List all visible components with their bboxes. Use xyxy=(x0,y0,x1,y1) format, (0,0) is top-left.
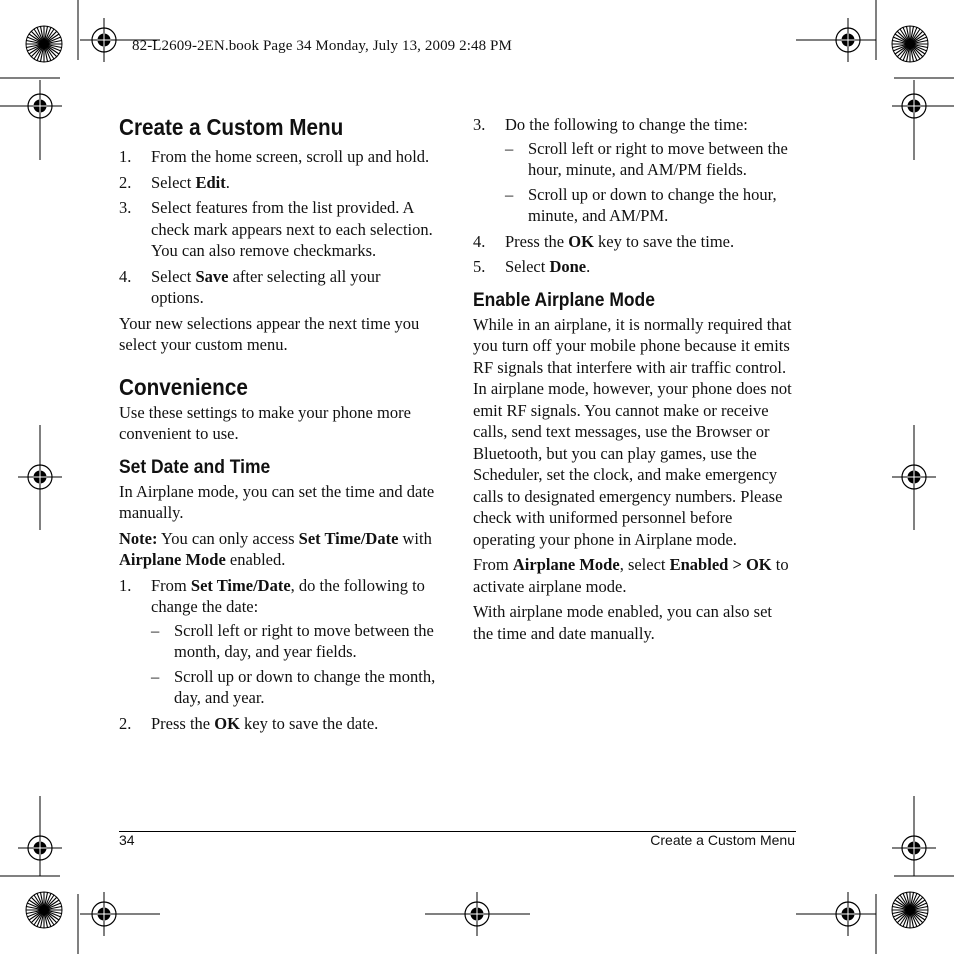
note-paragraph xyxy=(119,528,437,571)
right-column xyxy=(473,112,795,644)
activate-text-end: to activate airplane mode. xyxy=(473,555,789,596)
airplane-paragraph: While in an airplane, it is normally required that you turn off your mobile phone because it emits RF signals that interfere with air traffic control. In airplane mode, however, your phone does not emit RF signals. You cannot make or receive calls, send text messages, use the Browser or Bluetooth, but you can play games, use the Scheduler, set the clock, and make emergency calls to designated emergency numbers. Please check with uniformed personnel before operating your phone in Airplane mode. xyxy=(473,314,792,549)
list-item xyxy=(473,231,795,253)
step-text: Press the xyxy=(505,231,569,251)
heading-set-date-time: Set Date and Time xyxy=(119,456,271,478)
step-text: Select xyxy=(505,257,550,276)
substep-text: Scroll left or right to move between the month, day, and year fields. xyxy=(174,620,434,661)
list-item xyxy=(473,256,795,278)
step-text-end: , do the following to change the date: xyxy=(151,575,425,616)
date-steps xyxy=(119,575,437,735)
left-column xyxy=(119,112,437,734)
step-number: 1. xyxy=(119,575,132,595)
note-label: Note: xyxy=(119,528,158,548)
time-substeps xyxy=(505,138,795,227)
heading-create-custom-menu: Create a Custom Menu xyxy=(119,114,344,140)
dash-bullet: – xyxy=(151,666,160,686)
book-header: 82-L2609-2EN.book Page 34 Monday, July 13, 2009 2:48 PM xyxy=(132,38,512,54)
step-text-end: after selecting all your options. xyxy=(151,266,381,307)
list-item xyxy=(119,575,437,709)
list-item xyxy=(505,138,795,181)
list-item xyxy=(151,666,437,709)
step-number: 4. xyxy=(119,266,132,286)
dash-bullet: – xyxy=(505,184,514,204)
list-item xyxy=(119,266,437,309)
list-item xyxy=(119,713,437,735)
date-substeps xyxy=(151,620,437,709)
step-text: Do the following to change the time: xyxy=(505,115,748,134)
closing-paragraph: With airplane mode enabled, you can also set the time and date manually. xyxy=(473,602,772,643)
ui-term-enabled-ok: Enabled > OK xyxy=(669,555,772,574)
convenience-intro: Use these settings to make your phone more convenient to use. xyxy=(119,402,411,443)
activate-text-mid: , select xyxy=(619,555,670,574)
step-text-end: . xyxy=(225,172,230,192)
substep-text: Scroll left or right to move between the hour, minute, and AM/PM fields. xyxy=(528,138,788,179)
dash-bullet: – xyxy=(505,138,514,158)
list-item xyxy=(119,197,437,262)
ui-term-ok: OK xyxy=(214,713,240,733)
step-number: 4. xyxy=(473,231,486,251)
footer-section-title: Create a Custom Menu xyxy=(650,832,795,848)
date-time-intro: In Airplane mode, you can set the time and date manually. xyxy=(119,481,435,522)
ui-term-done: Done xyxy=(549,257,587,276)
activate-paragraph xyxy=(473,554,795,597)
heading-enable-airplane-mode: Enable Airplane Mode xyxy=(473,289,655,311)
step-number: 3. xyxy=(119,198,132,217)
step-text-end: key to save the date. xyxy=(239,713,379,733)
list-item xyxy=(119,172,437,194)
note-text-mid: with xyxy=(398,528,432,548)
activate-text: From xyxy=(473,555,513,574)
list-item xyxy=(119,146,437,168)
list-item xyxy=(473,114,795,227)
note-text: You can only access xyxy=(157,528,299,548)
list-item xyxy=(505,184,795,227)
ui-term-edit: Edit xyxy=(195,172,226,192)
step-text: Select xyxy=(151,172,196,192)
step-number: 2. xyxy=(119,172,132,192)
substep-text: Scroll up or down to change the hour, minute, and AM/PM. xyxy=(528,184,777,225)
heading-convenience: Convenience xyxy=(119,373,248,400)
step-number: 1. xyxy=(119,147,132,166)
ui-term-set-time-date: Set Time/Date xyxy=(190,575,291,595)
ui-term-ok: OK xyxy=(568,231,594,251)
step-text: Select features from the list provided. A check mark appears next to each selection. You can also remove checkmarks. xyxy=(151,198,433,260)
step-text: Select xyxy=(151,266,196,286)
step-number: 5. xyxy=(473,257,486,276)
dash-bullet: – xyxy=(151,620,160,640)
time-steps xyxy=(473,114,795,278)
ui-term-set-time-date: Set Time/Date xyxy=(298,528,399,548)
ui-term-save: Save xyxy=(195,266,229,286)
step-text: Press the xyxy=(151,713,215,733)
substep-text: Scroll up or down to change the month, day, and year. xyxy=(174,666,436,707)
step-text-end: . xyxy=(586,257,591,276)
ui-term-airplane-mode: Airplane Mode xyxy=(512,555,620,574)
step-text: From the home screen, scroll up and hold. xyxy=(151,147,430,166)
list-item xyxy=(151,620,437,663)
custom-menu-steps xyxy=(119,146,437,309)
page-number: 34 xyxy=(119,832,135,848)
note-text-end: enabled. xyxy=(225,550,286,569)
step-number: 3. xyxy=(473,115,486,134)
step-text: From xyxy=(151,575,191,595)
ui-term-airplane-mode: Airplane Mode xyxy=(119,550,226,569)
step-number: 2. xyxy=(119,713,132,733)
custom-menu-note: Your new selections appear the next time you select your custom menu. xyxy=(119,313,420,354)
step-text-end: key to save the time. xyxy=(593,231,735,251)
